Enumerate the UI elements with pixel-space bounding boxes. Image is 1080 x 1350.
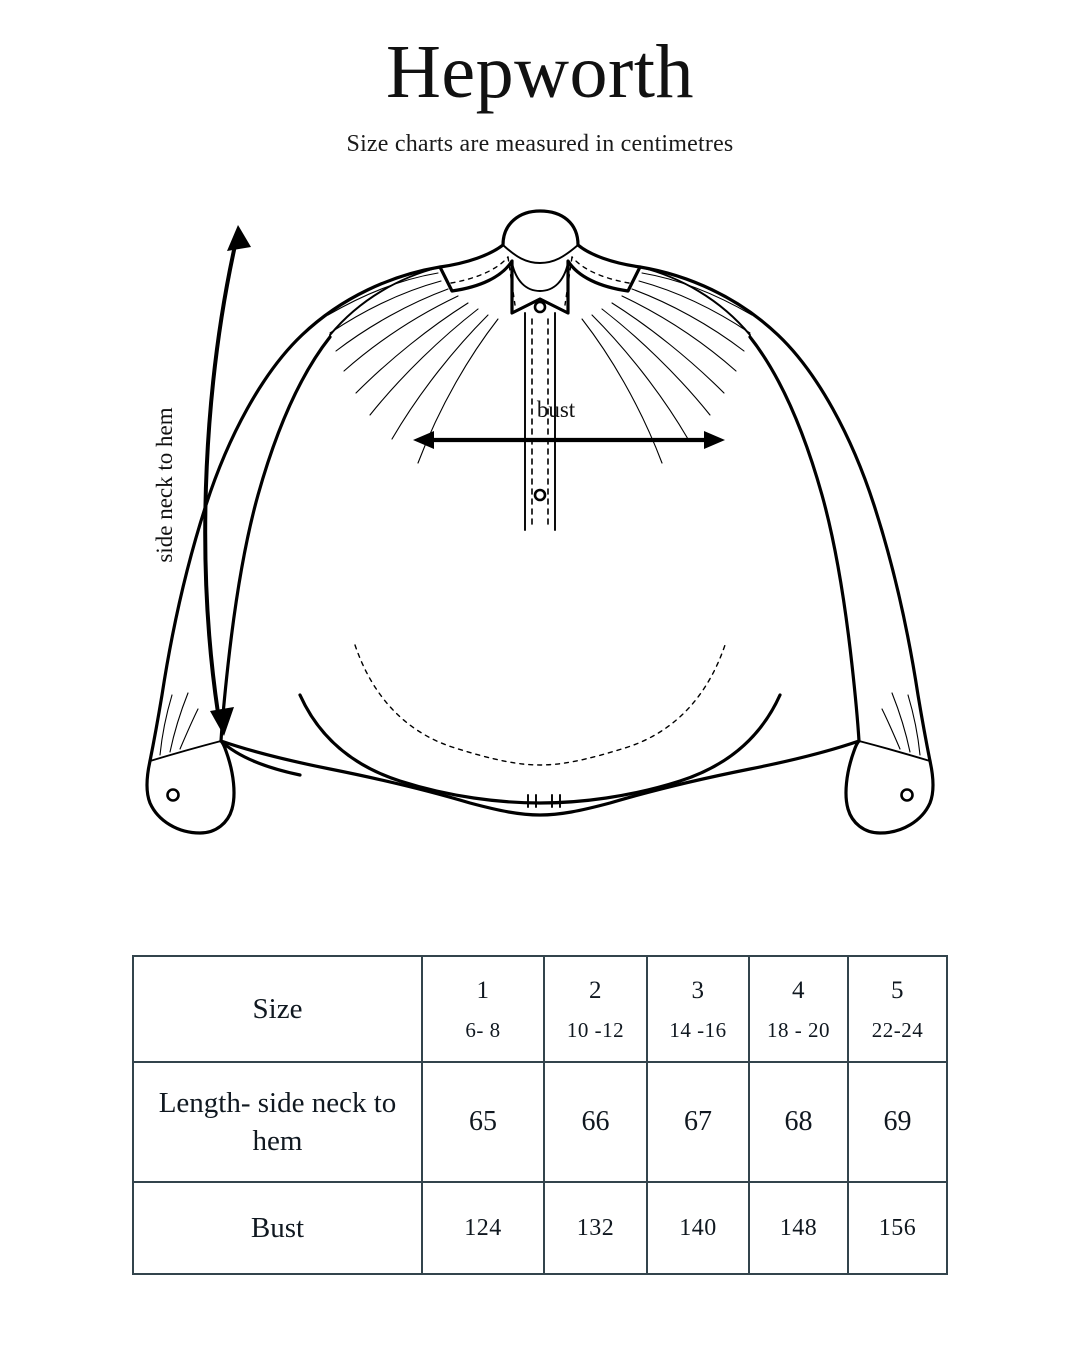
- page-title: Hepworth: [386, 30, 694, 114]
- cell-bust-size-4: 148: [749, 1182, 848, 1274]
- bust-measurement-arrow: [413, 431, 725, 449]
- garment-illustration: [0, 195, 1080, 855]
- table-header-size-2: [544, 956, 647, 1062]
- bust-label: bust: [536, 397, 576, 422]
- row-label-bust: Bust: [133, 1182, 422, 1274]
- right-cuff-button-icon: [902, 790, 913, 801]
- cell-bust-size-2: 132: [544, 1182, 647, 1274]
- size-range: 22-24: [871, 1017, 924, 1042]
- collar-button-icon: [535, 302, 545, 312]
- cell-bust-size-3: 140: [647, 1182, 749, 1274]
- blouse-flat-sketch-svg: [0, 195, 1080, 855]
- cell-length-size-3: 67: [647, 1062, 749, 1182]
- table-header-size-4: [749, 956, 848, 1062]
- table-header-size-1: [422, 956, 544, 1062]
- cell-length-size-5: 69: [848, 1062, 947, 1182]
- size-number: 4: [792, 976, 805, 1004]
- cell-length-size-1: 65: [422, 1062, 544, 1182]
- table-row-size-header: [133, 956, 947, 1062]
- size-chart-table-container: [132, 955, 946, 1275]
- collar-group: [440, 211, 640, 313]
- page-header: [0, 0, 1080, 156]
- size-number: 1: [476, 976, 490, 1004]
- size-range: 14 -16: [669, 1017, 727, 1042]
- size-chart-table: [132, 955, 948, 1275]
- table-header-size-5: [848, 956, 947, 1062]
- arrow-head-left-icon: [413, 431, 434, 449]
- yoke-gathers-group: [328, 267, 752, 463]
- cell-length-size-4: 68: [749, 1062, 848, 1182]
- row-label-size: Size: [133, 956, 422, 1062]
- cell-bust-size-1: 124: [422, 1182, 544, 1274]
- size-range: 6- 8: [465, 1017, 501, 1042]
- placket-button-icon: [535, 490, 545, 500]
- size-range: 18 - 20: [767, 1017, 830, 1042]
- left-cuff-button-icon: [168, 790, 179, 801]
- body-outline-group: [147, 267, 933, 833]
- arrow-head-down-icon: [210, 707, 234, 736]
- table-row-length: [133, 1062, 947, 1182]
- table-header-size-3: [647, 956, 749, 1062]
- size-number: 3: [691, 976, 705, 1004]
- table-row-bust: [133, 1182, 947, 1274]
- size-range: 10 -12: [566, 1017, 625, 1042]
- cell-bust-size-5: 156: [848, 1182, 947, 1274]
- arrow-head-up-icon: [227, 225, 251, 251]
- page-subtitle: Size charts are measured in centimetres: [346, 131, 734, 157]
- size-number: 2: [589, 976, 602, 1004]
- side-neck-to-hem-label: side neck to hem: [152, 407, 177, 563]
- cell-length-size-2: 66: [544, 1062, 647, 1182]
- row-label-length: Length- side neck to hem: [133, 1062, 422, 1182]
- arrow-head-right-icon: [704, 431, 725, 449]
- size-number: 5: [891, 976, 904, 1004]
